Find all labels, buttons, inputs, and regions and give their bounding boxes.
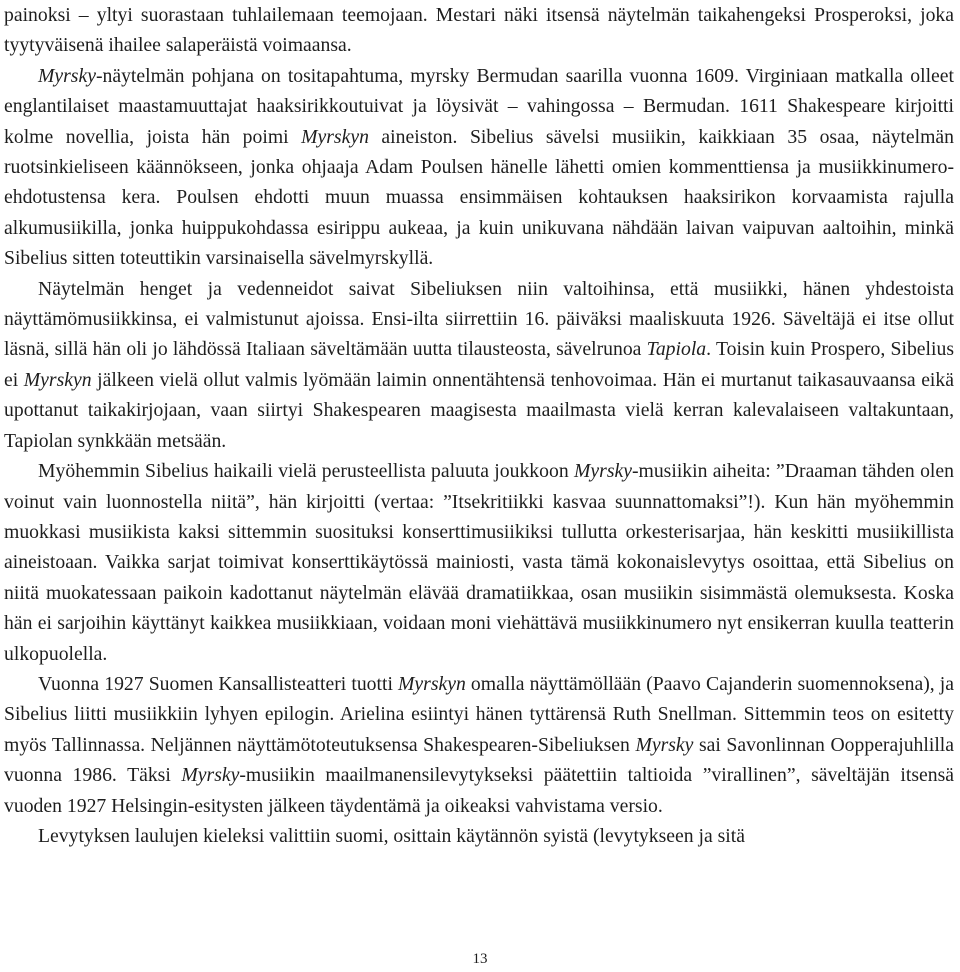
paragraph (4, 669, 954, 821)
italic-text: Myrskyn (398, 672, 466, 695)
italic-text: Myrsky (574, 460, 632, 483)
paragraph (4, 0, 954, 61)
text-run: . Toisin kuin Prospero, Sibelius ei (4, 338, 954, 391)
paragraph (4, 61, 954, 274)
text-run: jälkeen vielä ollut valmis lyömään laimin onnentähtensä tenhovoimaa. Hän ei murtanut taikasauvaansa eikä upottanut taikakirjojaan, vaan siirtyi Shakespearen maagisesta maailmasta vielä kerran kalevalaiseen valtakuntaan, Tapiolan synkkään metsään. (4, 368, 954, 452)
paragraph (4, 456, 954, 669)
italic-text: Myrsky (635, 733, 694, 756)
text-run: painoksi – yltyi suorastaan tuhlailemaan teemojaan. Mestari näki itsensä näytelmän taikahengeksi Prosperoksi, joka tyytyväisenä ihailee salaperäistä voimaansa. (4, 4, 954, 57)
italic-text: Myrskyn (23, 368, 92, 391)
text-run: Vuonna 1927 Suomen Kansallisteatteri tuotti (38, 672, 399, 695)
italic-text: Tapiola (646, 338, 707, 361)
text-run: sai Savonlinnan Oopperajuhlilla vuonna 1986. Täksi (4, 733, 954, 787)
text-run: -musiikin aiheita: ”Draaman tähden olen voinut vain luonnostella niitä”, hän kirjoitti (vertaa: ”Itsekritiikki kasvaa suunnattomaksi”!). Kun hän myöhemmin muokkasi musiikista kaksi sittemmin suosituksi konserttimusiikiksi tullutta orkesterisarjaa, hän keskitti musiikillista aineistoaan. Vaikka sarjat toimivat konserttikäytössä mainiosti, vasta tämä kokonaislevytys osoittaa, että Sibelius on niitä muokatessaan paikoin kadottanut näytelmän elävää dramatiikkaa, osan musiikin sisimmästä olemuksesta. Koska hän ei sarjoihin käyttänyt kaikkea musiikkiaan, voidaan moni viehättävä musiikkinumero nyt ensikerran kuulla teatterin ulkopuolella. (4, 460, 954, 665)
text-run: -näytelmän pohjana on tositapahtuma, myrsky Bermudan saarilla vuonna 1609. Virginiaan matkalla olleet englantilaiset maastamuuttajat haaksirikkoutuivat ja löysivät – vahingossa – Bermudan. 1611 Shakespeare kirjoitti kolme novellia, joista hän poimi (4, 64, 954, 148)
page-number: 13 (472, 951, 488, 967)
text-run: Näytelmän henget ja vedenneidot saivat Sibeliuksen niin valtoihinsa, että musiikki, hänen yhdestoista näyttämömusiikkinsa, ei valmistunut ajoissa. Ensi-ilta siirrettiin 16. päiväksi maaliskuuta 1926. Säveltäjä ei itse ollut läsnä, sillä hän oli jo lähdössä Italiaan säveltämään uutta tilausteosta, sävelrunoa (4, 277, 954, 361)
document-page (4, 0, 954, 851)
italic-text: Myrsky (38, 64, 96, 87)
text-run: omalla näyttämöllään (Paavo Cajanderin suomennoksena), ja Sibelius liitti musiikkiin lyhyen epilogin. Arielina esiintyi hänen tyttärensä Ruth Snellman. Sittemmin teos on esitetty myös Tallinnassa. Neljännen näyttämötoteutuksensa Shakespearen-Sibeliuksen (4, 672, 954, 756)
text-run: aineiston. Sibelius sävelsi musiikin, kaikkiaan 35 osaa, näytelmän ruotsinkieliseen käännökseen, jonka ohjaaja Adam Poulsen hänelle lähetti omien kommenttiensa ja musiikkinumeroehdotustensa kera. Poulsen ehdotti muun muassa ensimmäisen kohtauksen haaksirikon korvaamista rajulla alkumusiikilla, jonka huippukohdassa esirippu aukeaa, ja kuin unikuvana nähdään laivan vaipuvan aaltoihin, minkä Sibelius sitten toteuttikin varsinaisella sävelmyrskyllä. (4, 125, 954, 270)
text-run: -musiikin maailmanensilevytykseksi päätettiin taltioida ”virallinen”, säveltäjän itsensä vuoden 1927 Helsingin-esitysten jälkeen täydentämä ja oikeaksi vahvistama versio. (4, 764, 955, 817)
paragraph (4, 821, 954, 851)
italic-text: Myrskyn (301, 125, 369, 148)
text-run: Myöhemmin Sibelius haikaili vielä perusteellista paluuta joukkoon (38, 460, 575, 483)
body-text (4, 0, 954, 851)
italic-text: Myrsky (181, 764, 240, 787)
paragraph (4, 274, 954, 456)
text-run: Levytyksen laulujen kieleksi valittiin suomi, osittain käytännön syistä (levytykseen ja sitä (38, 824, 745, 847)
